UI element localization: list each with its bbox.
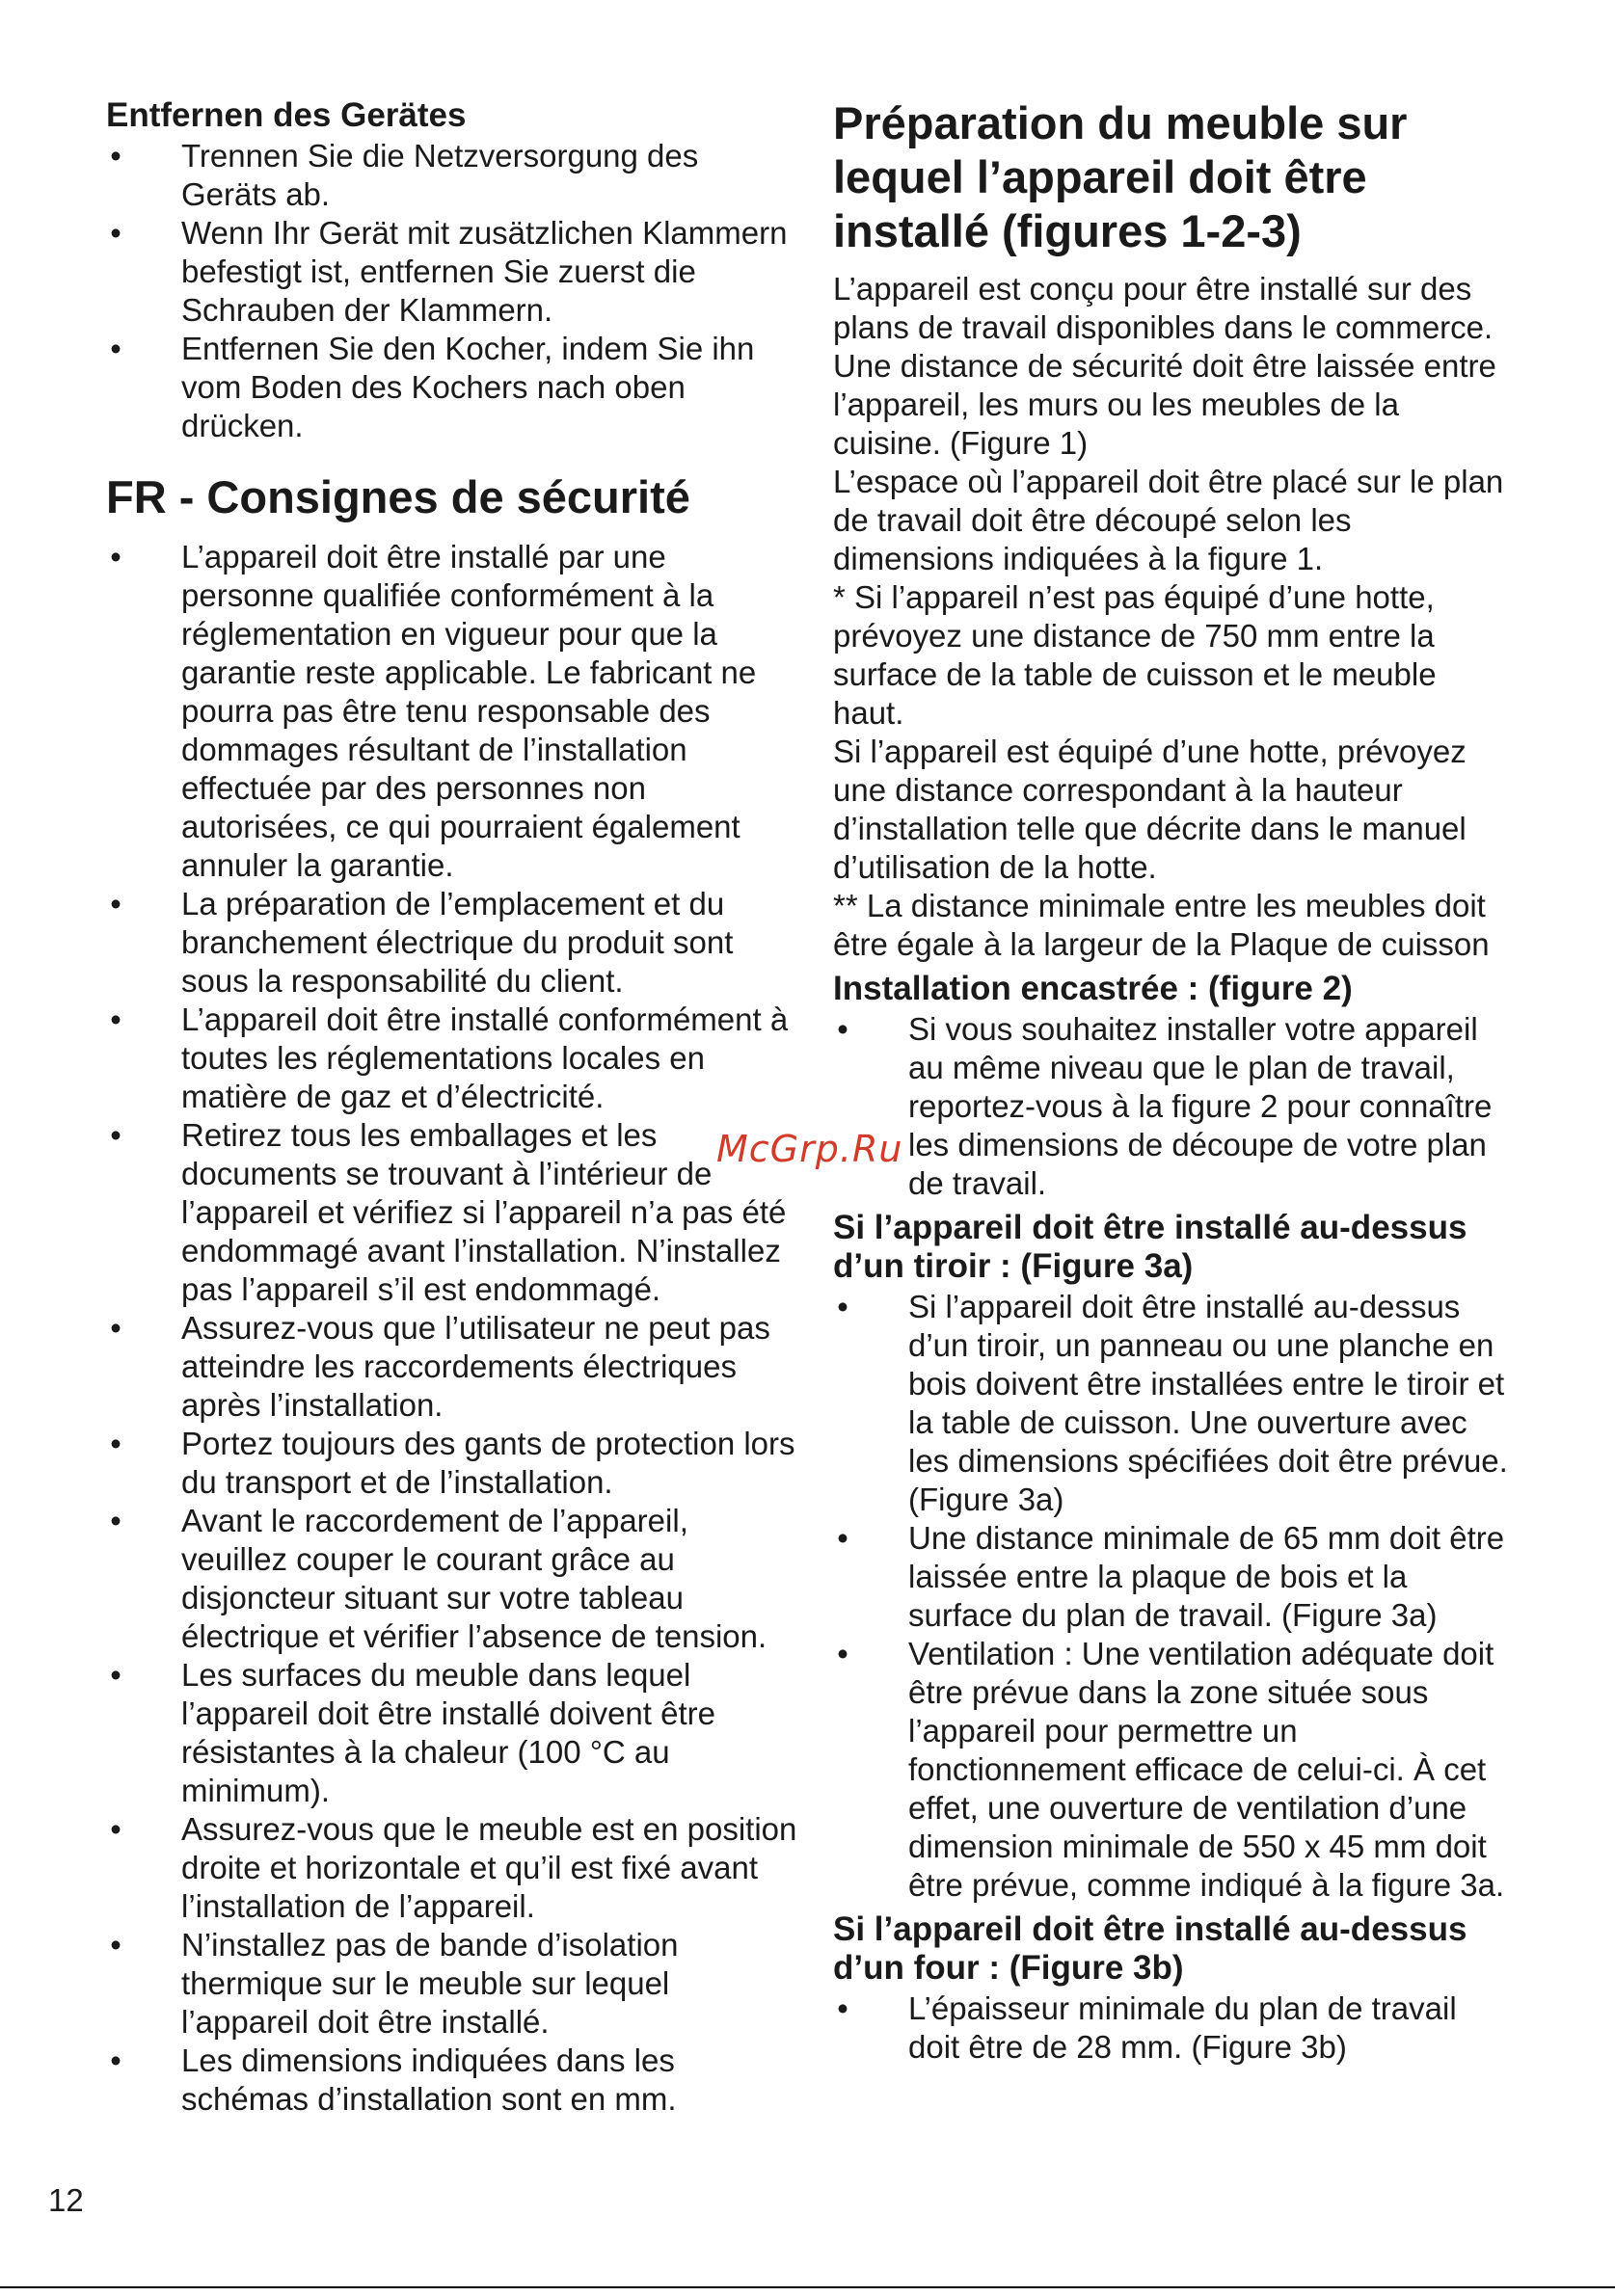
fr-safety-list: [106, 538, 800, 2119]
left-column: [106, 96, 800, 2119]
bullet-icon: •: [110, 1117, 121, 1153]
bullet-icon: •: [110, 215, 121, 251]
de-removal-heading: Entfernen des Gerätes: [106, 96, 467, 134]
bullet-icon: •: [110, 1811, 121, 1847]
bullet-icon: •: [837, 1289, 848, 1324]
list-item: • Avant le raccordement de l’appareil, veuillez couper le courant grâce au disjoncteur situant sur votre tableau électrique et vérifier l’absence de tension.: [106, 1502, 800, 1656]
fr-safety-heading: FR - Consignes de sécurité: [106, 471, 690, 522]
built-in-heading: Installation encastrée : (figure 2): [833, 970, 1353, 1007]
preparation-paragraph: Si l’appareil est équipé d’une hotte, prévoyez une distance correspondant à la hauteur d’installation telle que décrite dans le manuel d’utilisation de la hotte.: [833, 734, 1467, 885]
page-number: 12: [48, 2182, 84, 2218]
list-item: • Si vous souhaitez installer votre appareil au même niveau que le plan de travail, reportez-vous à la figure 2 pour connaître les dimensions de découpe de votre plan de travail.: [833, 1010, 1508, 1203]
list-item: • N’installez pas de bande d’isolation thermique sur le meuble sur lequel l’appareil doit être installé.: [106, 1926, 800, 2042]
watermark-text: McGrp.Ru: [716, 1128, 903, 1170]
bullet-icon: •: [837, 1990, 848, 2026]
list-item: • L’appareil doit être installé par une personne qualifiée conformément à la réglementation en vigueur pour que la garantie reste applicable. Le fabricant ne pourra pas être tenu responsable des dommages résultant de l’installation effectuée par des personnes non autorisées, ce qui pourraient également annuler la garantie.: [106, 538, 800, 885]
list-item: • Ventilation : Une ventilation adéquate doit être prévue dans la zone située sous l’appareil pour permettre un fonctionnement efficace de celui-ci. À cet effet, une ouverture de ventilation d’une dimension minimale de 550 x 45 mm doit être prévue, comme indiqué à la figure 3a.: [833, 1635, 1508, 1905]
right-column: [833, 96, 1508, 2067]
built-in-list: [833, 1010, 1508, 1203]
bullet-icon: •: [110, 138, 121, 174]
list-item: • L’appareil doit être installé conformément à toutes les réglementations locales en matière de gaz et d’électricité.: [106, 1001, 800, 1116]
drawer-list: [833, 1288, 1508, 1905]
de-removal-list: [106, 137, 800, 445]
list-item: • Assurez-vous que le meuble est en position droite et horizontale et qu’il est fixé avant l’installation de l’appareil.: [106, 1810, 800, 1926]
oven-list: [833, 1989, 1508, 2067]
preparation-paragraph: * Si l’appareil n’est pas équipé d’une hotte, prévoyez une distance de 750 mm entre la surface de la table de cuisson et le meuble haut.: [833, 579, 1437, 731]
drawer-heading: Si l’appareil doit être installé au-dessus d’un tiroir : (Figure 3a): [833, 1209, 1467, 1285]
list-item: • La préparation de l’emplacement et du branchement électrique du produit sont sous la responsabilité du client.: [106, 885, 800, 1001]
list-item: • Les dimensions indiquées dans les schémas d’installation sont en mm.: [106, 2042, 800, 2119]
preparation-paragraph: L’appareil est conçu pour être installé sur des plans de travail disponibles dans le commerce. Une distance de sécurité doit être laissée entre l’appareil, les murs ou les meubles de la cuisine. (Figure 1): [833, 271, 1496, 461]
list-item: • Une distance minimale de 65 mm doit être laissée entre la plaque de bois et la surface du plan de travail. (Figure 3a): [833, 1519, 1508, 1635]
preparation-heading: Préparation du meuble sur lequel l’appareil doit être installé (figures 1-2-3): [833, 97, 1408, 256]
bullet-icon: •: [110, 539, 121, 574]
bullet-icon: •: [110, 1426, 121, 1461]
preparation-paragraph: ** La distance minimale entre les meubles doit être égale à la largeur de la Plaque de cuisson: [833, 888, 1490, 962]
bullet-icon: •: [837, 1636, 848, 1671]
bullet-icon: •: [110, 331, 121, 366]
list-item: • Entfernen Sie den Kocher, indem Sie ihn vom Boden des Kochers nach oben drücken.: [106, 330, 800, 445]
bottom-divider: [0, 2286, 1615, 2288]
bullet-icon: •: [110, 1001, 121, 1037]
bullet-icon: •: [110, 1657, 121, 1693]
bullet-icon: •: [110, 1310, 121, 1346]
bullet-icon: •: [837, 1520, 848, 1556]
list-item: • Wenn Ihr Gerät mit zusätzlichen Klammern befestigt ist, entfernen Sie zuerst die Schrauben der Klammern.: [106, 214, 800, 330]
list-item: • Assurez-vous que l’utilisateur ne peut pas atteindre les raccordements électriques après l’installation.: [106, 1309, 800, 1425]
list-item: • Portez toujours des gants de protection lors du transport et de l’installation.: [106, 1425, 800, 1502]
list-item: • Trennen Sie die Netzversorgung des Geräts ab.: [106, 137, 800, 214]
list-item: • Si l’appareil doit être installé au-dessus d’un tiroir, un panneau ou une planche en bois doivent être installées entre le tiroir et la table de cuisson. Une ouverture avec les dimensions spécifiées doit être prévue. (Figure 3a): [833, 1288, 1508, 1519]
list-item: • Retirez tous les emballages et les documents se trouvant à l’intérieur de l’appareil et vérifiez si l’appareil n’a pas été endommagé avant l’installation. N’installez pas l’appareil s’il est endommagé.: [106, 1116, 800, 1309]
bullet-icon: •: [110, 1503, 121, 1538]
bullet-icon: •: [837, 1011, 848, 1047]
preparation-paragraph: L’espace où l’appareil doit être placé sur le plan de travail doit être découpé selon les dimensions indiquées à la figure 1.: [833, 464, 1504, 576]
bullet-icon: •: [110, 2042, 121, 2078]
list-item: • L’épaisseur minimale du plan de travail doit être de 28 mm. (Figure 3b): [833, 1989, 1508, 2067]
list-item: • Les surfaces du meuble dans lequel l’appareil doit être installé doivent être résistantes à la chaleur (100 °C au minimum).: [106, 1656, 800, 1810]
bullet-icon: •: [110, 1927, 121, 1962]
oven-heading: Si l’appareil doit être installé au-dessus d’un four : (Figure 3b): [833, 1910, 1467, 1987]
bullet-icon: •: [110, 886, 121, 921]
